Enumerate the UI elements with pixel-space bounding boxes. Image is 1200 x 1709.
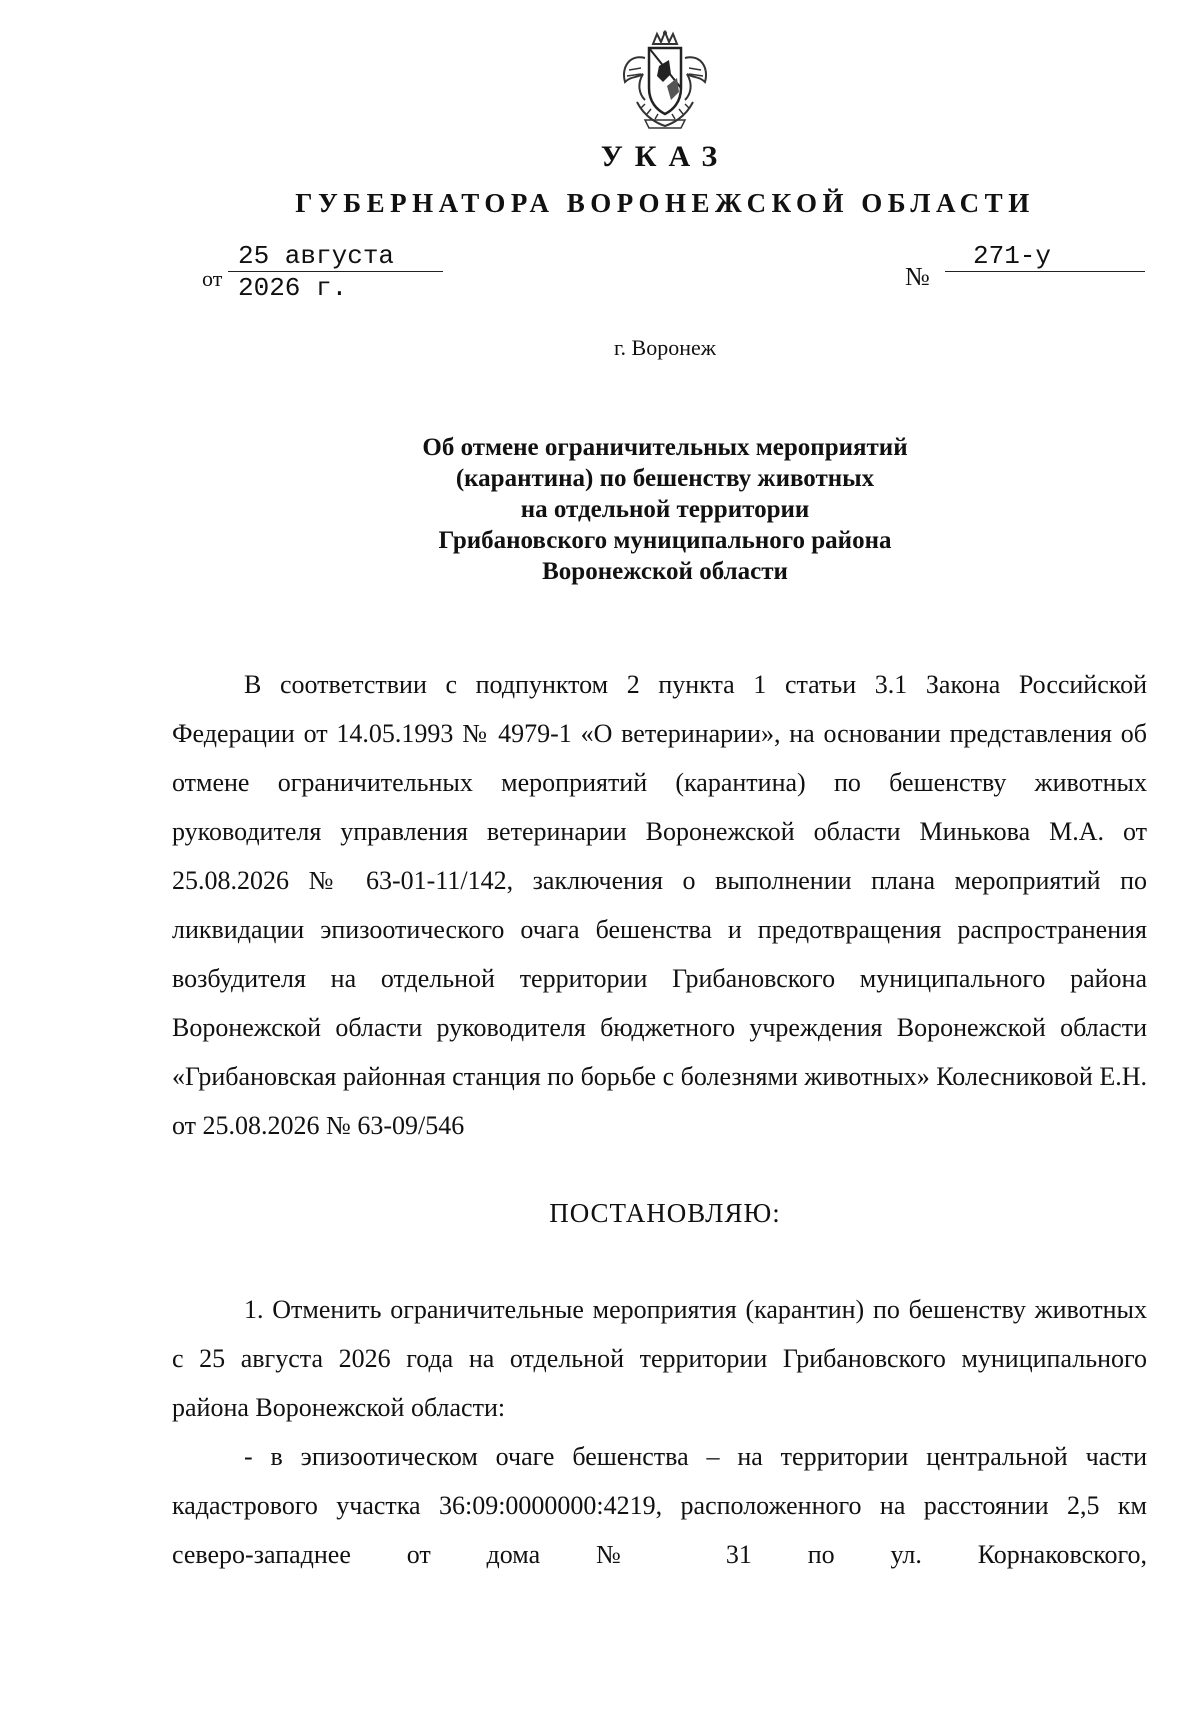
document-subject xyxy=(0,432,1200,587)
document-number: 271-у xyxy=(945,240,1145,272)
date-prefix: от xyxy=(202,266,223,291)
subject-line: на отдельной территории xyxy=(520,496,810,523)
decree-items xyxy=(172,1285,1147,1579)
number-sign: № xyxy=(905,262,930,291)
document-title: УКАЗ xyxy=(600,140,730,173)
decree-item-1: 1. Отменить ограничительные мероприятия (карантин) по бешенству животных с 25 августа 2026 года на отдельной территории Грибановского муниципального района Воронежской области: xyxy=(172,1295,1147,1422)
subject-line: (карантина) по бешенству животных xyxy=(455,465,875,492)
document-issuer: ГУБЕРНАТОРА ВОРОНЕЖСКОЙ ОБЛАСТИ xyxy=(295,188,1035,218)
document-date: 25 августа 2026 г. xyxy=(228,240,443,272)
decree-item-1-sub: - в эпизоотическом очаге бешенства – на территории центральной части кадастрового участка 36:09:0000000:4219, расположенного на расстоянии 2,5 км северо-западнее от дома № 31 по ул. Корнаковского, xyxy=(172,1442,1147,1569)
subject-line: Воронежской области xyxy=(542,558,788,585)
decree-heading: ПОСТАНОВЛЯЮ: xyxy=(549,1198,781,1228)
preamble-paragraph xyxy=(172,660,1147,1150)
document-city: г. Воронеж xyxy=(614,335,716,360)
subject-line: Грибановского муниципального района xyxy=(438,527,892,554)
preamble-text: В соответствии с подпунктом 2 пункта 1 статьи 3.1 Закона Российской Федерации от 14.05.1993 № 4979-1 «О ветеринарии», на основании представления об отмене ограничительных мероприятий (карантина) по бешенству животных руководителя управления ветеринарии Воронежской области Минькова М.А. от 25.08.2026 № 63-01-11/142, заключения о выполнении плана мероприятий по ликвидации эпизоотического очага бешенства и предотвращения распространения возбудителя на отдельной территории Грибановского муниципального района Воронежской области руководителя бюджетного учреждения Воронежской области «Грибановская районная станция по борьбе с болезнями животных» Колесниковой Е.Н. от 25.08.2026 № 63-09/546 xyxy=(172,670,1147,1140)
subject-line: Об отмене ограничительных мероприятий xyxy=(422,434,908,461)
coat-of-arms-icon xyxy=(615,30,715,130)
